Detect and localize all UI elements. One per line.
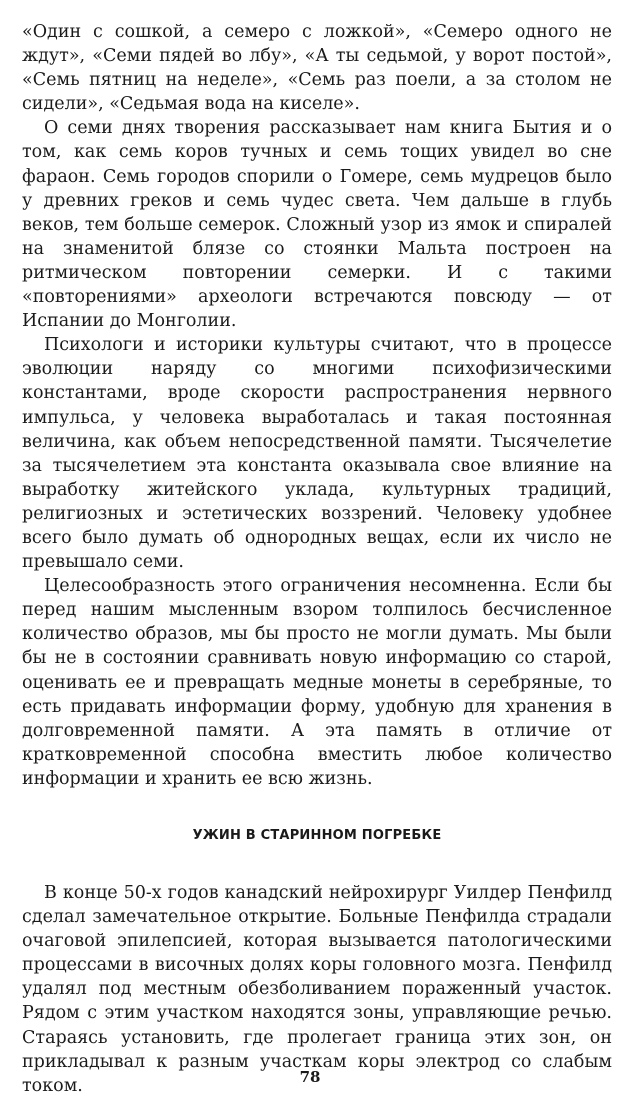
paragraph-penfield: В конце 50-х годов канадский нейрохирург Уилдер Пенфилд сделал замечательное открытие. Больные Пенфилда страдали очаговой эпилепсией, которая вызывается патологическими процессами в височных долях коры головного мозга. Пенфилд удалял под местным обезболиванием пораженный участок. Рядом с этим участком находятся зоны, управляющие речью. Стараясь установить, где пролегает граница этих зон, он прикладывал к разным участкам коры электрод со слабым током. [22,883,612,1096]
paragraph-psychologists: Психологи и историки культуры считают, что в процессе эволюции наряду со многими психофизическими константами, вроде скорости распространения нервного импульса, у человека выработалась и такая постоянная величина, как объем непосредственной памяти. Тысячелетие за тысячелетием эта константа оказывала свое влияние на выработку житейского уклада, культурных традиций, религиозных и эстетических воззрений. Человеку удобнее всего было думать об однородных вещах, если их число не превышало семи. [22,335,612,573]
paragraph-seven-days: О семи днях творения рассказывает нам книга Бытия и о том, как семь коров тучных и семь тощих увидел во сне фараон. Семь городов спорили о Гомере, семь мудрецов было у древних греков и семь чудес света. Чем дальше в глубь веков, тем больше семерок. Сложный узор из ямок и спиралей на знаменитой блязе со стоянки Мальта построен на ритмическом повторении семерки. И с такими «повторениями» археологи встречаются повсюду — от Испании до Монголии. [22,118,612,332]
paragraph-proverbs: «Один с сошкой, а семеро с ложкой», «Семеро одного не ждут», «Семи пядей во лбу», «А ты седьмой, у ворот постой», «Семь пятниц на неделе», «Семь раз поели, а за столом не сидели», «Седьмая вода на киселе». [22,22,612,115]
paragraph-expediency: Целесообразность этого ограничения несомненна. Если бы перед нашим мысленным взором толпилось бесчисленное количество образов, мы бы просто не могли думать. Мы были бы не в состоянии сравнивать новую информацию со старой, оценивать ее и превращать медные монеты в серебряные, то есть придавать информации форму, удобную для хранения в долговременной памяти. А эта память в отличие от кратковременной способна вместить любое количество информации и хранить ее всю жизнь. [22,576,612,789]
page-body [22,20,612,1098]
page-number: 78 [299,1068,321,1086]
section-heading: УЖИН В СТАРИННОМ ПОГРЕБКЕ [192,828,442,843]
